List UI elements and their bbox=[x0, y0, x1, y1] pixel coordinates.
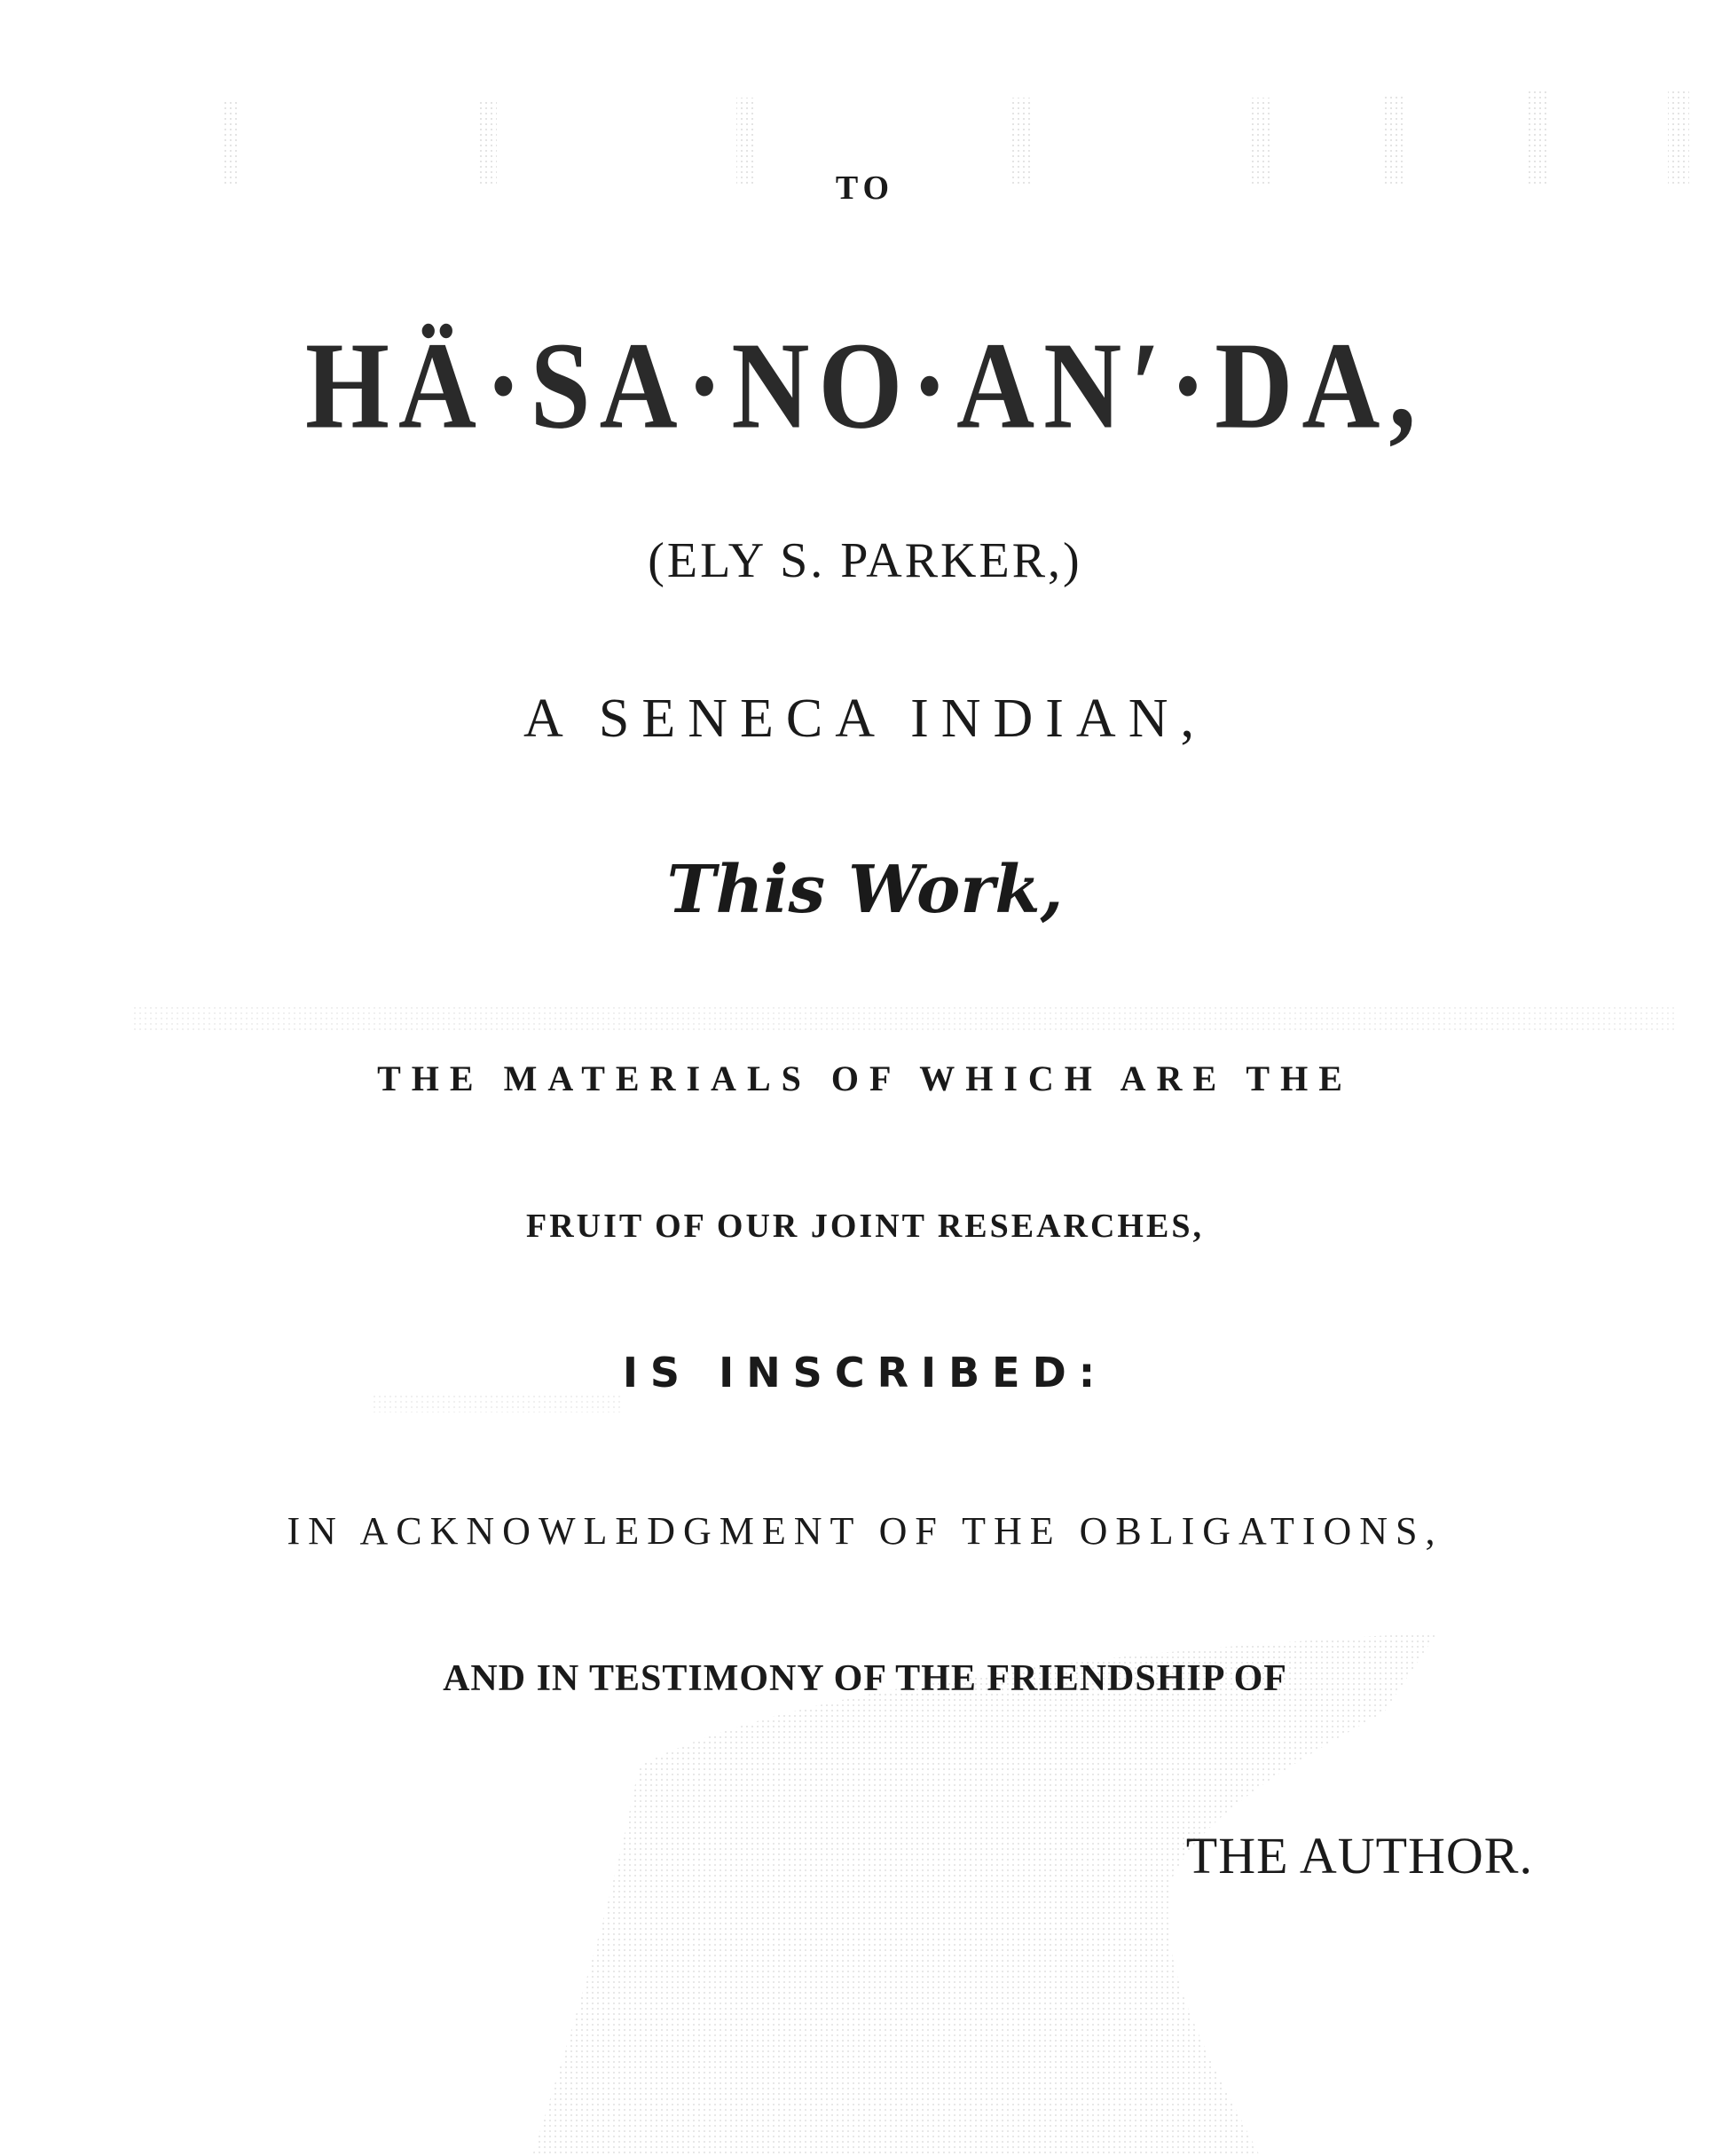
dedication-to: TO bbox=[835, 169, 895, 207]
dedicatee-seneca-name: HÄ·SA·NO·AN′·DA, bbox=[305, 317, 1425, 455]
inscribed-line: IS INSCRIBED: bbox=[622, 1349, 1108, 1397]
joint-researches-line: FRUIT OF OUR JOINT RESEARCHES, bbox=[526, 1208, 1204, 1245]
author-signature: THE AUTHOR. bbox=[1185, 1827, 1533, 1885]
acknowledgment-line: IN ACKNOWLEDGMENT OF THE OBLIGATIONS, bbox=[287, 1509, 1443, 1553]
friendship-line: AND IN TESTIMONY OF THE FRIENDSHIP OF bbox=[443, 1658, 1287, 1699]
dedicatee-nation: A SENECA INDIAN, bbox=[523, 689, 1207, 749]
this-work-heading: This Work, bbox=[666, 852, 1064, 928]
dedicatee-english-name: (ELY S. PARKER,) bbox=[648, 533, 1082, 588]
materials-line: THE MATERIALS OF WHICH ARE THE bbox=[377, 1058, 1353, 1098]
